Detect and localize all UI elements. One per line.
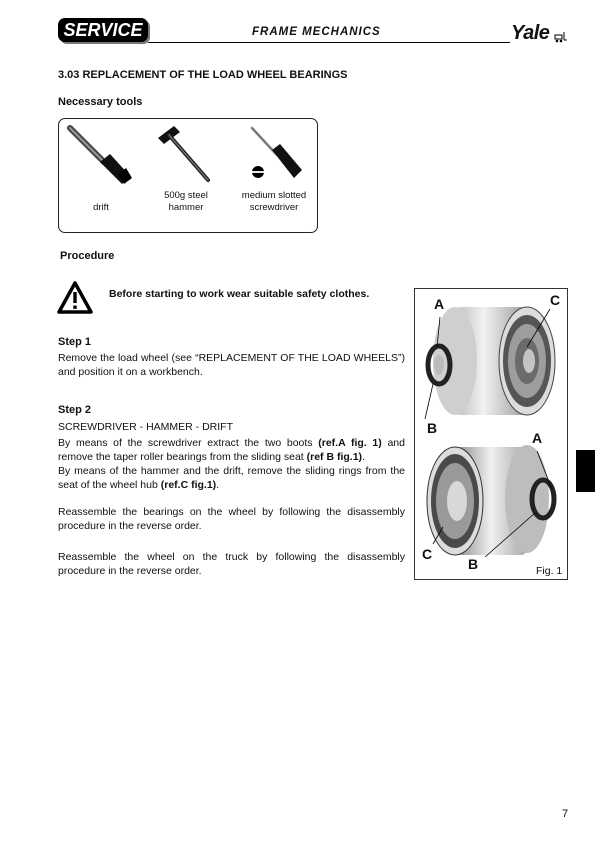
procedure-heading: Procedure [60,250,115,262]
step2-p1-ref-b: (ref B fig.1) [306,451,363,463]
step2-p1-ref-a: (ref.A fig. 1) [318,437,382,449]
fig-label-c-bottom: C [422,546,433,562]
figure-caption: Fig. 1 [536,565,563,577]
hammer-label-line2: hammer [168,202,204,213]
step2-p1-a: By means of the screwdriver extract the two boots [58,437,319,449]
service-badge [58,18,148,42]
step1-title: Step 1 [58,336,92,348]
screwdriver-label [236,190,312,214]
warning-icon [57,280,93,316]
section-title: 3.03 REPLACEMENT OF THE LOAD WHEEL BEARINGS [58,69,348,81]
step1-text: Remove the load wheel (see “REPLACEMENT OF THE LOAD WHEELS”) and position it on a workbench. [58,352,405,378]
header-rule [148,42,510,43]
fig-label-b-top: B [427,420,438,436]
top-wheel [428,307,555,415]
yale-logo: Yale [511,22,550,44]
hammer-label-line1: 500g steel [164,190,208,201]
screwdriver-label-line2: screwdriver [249,202,299,213]
step2-p2-a: By means of the hammer and the drift, remove the sliding rings from the seat of the wheel hub [58,465,405,491]
section-side-tab [576,450,595,492]
forklift-icon [554,31,568,43]
hammer-label [150,190,222,214]
step2-p1-e: . [362,451,365,463]
reassemble-wheel-text: Reassemble the wheel on the truck by following the disassembly procedure in the reverse order. [58,551,405,577]
drift-label: drift [93,202,109,213]
step2-subtitle: SCREWDRIVER - HAMMER - DRIFT [58,421,233,433]
service-badge-label: SERVICE [63,19,143,40]
screwdriver-label-line1: medium slotted [241,190,307,201]
hammer-icon [154,124,218,186]
page-number: 7 [562,808,569,820]
step2-p2-c: . [216,479,220,491]
fig-label-a-top: A [434,296,445,312]
fig-label-c-top: C [550,292,561,308]
fig-label-b-bottom: B [468,556,479,572]
bottom-wheel [427,445,554,555]
warning-text: Before starting to work wear suitable safety clothes. [109,288,370,300]
step2-paragraph [58,436,405,492]
load-wheel-illustration [415,289,567,579]
fig-label-a-bottom: A [532,430,543,446]
reassemble-bearings-text: Reassemble the bearings on the wheel by following the disassembly procedure in the reverse order. [58,506,405,532]
screwdriver-icon [240,124,306,186]
step2-p1-c: and remove the taper roller bearings from the sliding seat [58,437,405,463]
step2-title: Step 2 [58,404,92,416]
step2-p2-ref-c: (ref.C fig.1) [160,479,217,491]
drift-icon [66,124,136,188]
header-title: FRAME MECHANICS [252,26,381,38]
tools-heading: Necessary tools [58,96,143,108]
